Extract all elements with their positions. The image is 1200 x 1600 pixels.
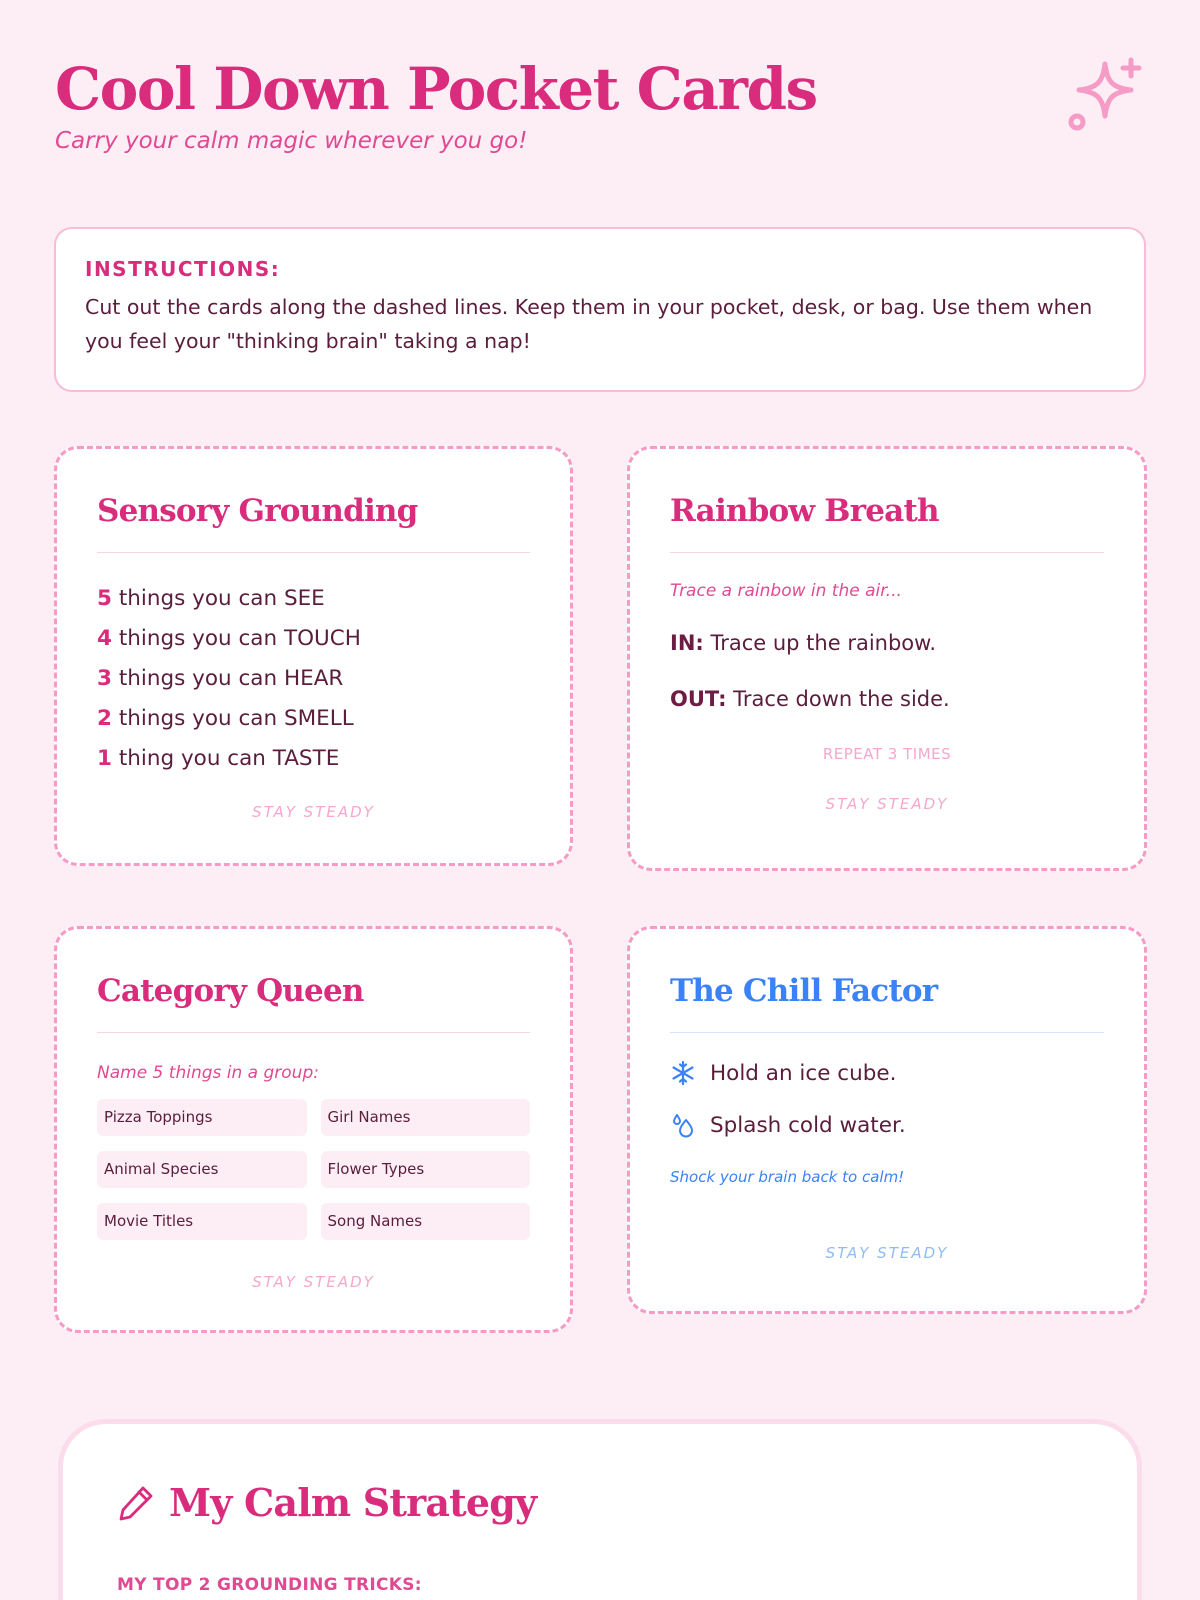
card-note: Name 5 things in a group: [97,1063,319,1083]
card-title: The Chill Factor [670,969,1104,1033]
card-footer: STAY STEADY [825,1244,949,1262]
card-title: Category Queen [97,969,530,1033]
card-chill-factor [627,926,1147,1314]
pencil-icon [117,1484,155,1522]
page-title: Cool Down Pocket Cards [55,55,817,123]
item-number: 3 [97,666,112,691]
list-item [97,619,530,659]
page-header [55,52,1145,162]
list-item [97,659,530,699]
breath-out [670,687,1104,711]
card-note: Trace a rainbow in the air... [670,581,902,601]
breath-in-text: Trace up the rainbow. [710,631,937,655]
item-number: 2 [97,706,112,731]
card-title: Sensory Grounding [97,489,530,553]
item-text: things you can SMELL [118,706,354,731]
item-text: things you can SEE [118,586,325,611]
instructions-box [54,227,1146,392]
item-number: 4 [97,626,112,651]
card-footer: STAY STEADY [825,795,949,813]
item-number: 5 [97,586,112,611]
page-subtitle: Carry your calm magic wherever you go! [55,128,528,154]
card-title: Rainbow Breath [670,489,1104,553]
strategy-panel [58,1419,1142,1600]
breath-out-text: Trace down the side. [733,687,950,711]
chill-item-text: Hold an ice cube. [710,1060,897,1086]
category-chip: Animal Species [97,1151,307,1188]
card-rainbow-breath [627,446,1147,871]
card-note: Shock your brain back to calm! [670,1168,905,1186]
instructions-heading: INSTRUCTIONS: [85,257,281,281]
item-text: things you can HEAR [118,666,344,691]
category-chip: Flower Types [321,1151,531,1188]
sparkle-icon [1067,56,1145,132]
water-drops-icon [670,1112,696,1138]
instructions-text: Cut out the cards along the dashed lines. Keep them in your pocket, desk, or bag. Use them when you feel your "thinking brain" taking a nap! [85,295,1093,353]
breath-in-label: IN: [670,631,704,655]
item-text: thing you can TASTE [118,746,340,771]
category-chip: Pizza Toppings [97,1099,307,1136]
category-chip: Girl Names [321,1099,531,1136]
breath-out-label: OUT: [670,687,727,711]
strategy-title: My Calm Strategy [169,1480,537,1525]
item-number: 1 [97,746,112,771]
strategy-subheading: MY TOP 2 GROUNDING TRICKS: [117,1575,422,1595]
repeat-note: REPEAT 3 TIMES [822,745,952,763]
list-item [97,739,530,779]
list-item [97,579,530,619]
card-sensory-grounding [54,446,573,866]
strategy-header [117,1480,536,1525]
card-footer: STAY STEADY [252,1273,375,1291]
chill-item [670,1060,1104,1086]
card-category-queen [54,926,573,1333]
card-footer: STAY STEADY [252,803,375,821]
chill-item-text: Splash cold water. [710,1112,906,1138]
item-text: things you can TOUCH [118,626,361,651]
category-chip: Movie Titles [97,1203,307,1240]
category-chip: Song Names [321,1203,531,1240]
chill-item [670,1112,1104,1138]
list-item [97,699,530,739]
category-chips [97,1099,530,1240]
sense-list [97,579,530,779]
breath-in [670,631,1104,655]
snowflake-icon [670,1060,696,1086]
